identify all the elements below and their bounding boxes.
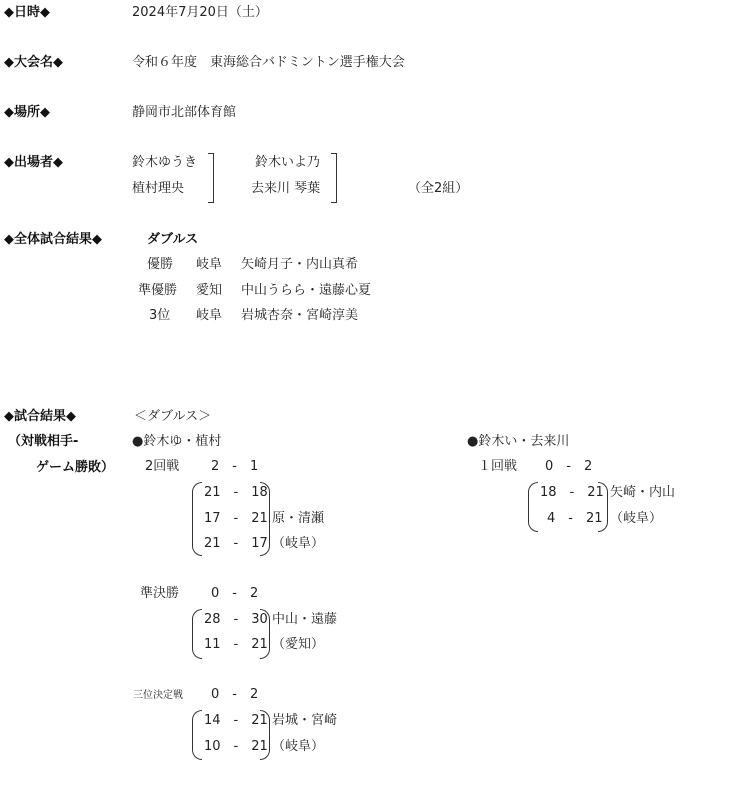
pair-a-m3-game1: 14 - 21 [204,713,268,728]
participants-total: （全2組） [408,181,469,196]
tournament-label: ◆大会名◆ [4,55,63,70]
participant-2b: 去来川 琴葉 [251,181,321,196]
pair-a-m3-game2: 10 - 21 [204,739,268,754]
pair-a-m2-paren-right [260,609,270,659]
overall-names-1: 矢崎月子・内山真希 [241,257,359,272]
pair-a-m1-score: 2 - 1 [211,459,259,474]
pair-a-m3-opponent: 岩城・宮崎 [272,713,338,728]
pair-a-m3-score: 0 - 2 [211,687,259,702]
pair-a-name: ●鈴木ゆ・植村 [132,434,222,449]
results-sublabel-1: （対戦相手- [8,434,79,449]
pair-a-m2-game1: 28 - 30 [204,612,268,627]
pair-b-m1-paren-left [528,482,538,532]
pair-a-m2-game2: 11 - 21 [204,637,268,652]
overall-event: ダブルス [147,232,199,247]
overall-pref-2: 愛知 [196,283,223,298]
overall-rank-3: 3位 [149,308,171,323]
pair-b-m1-game2: 4 - 21 [547,511,603,526]
participant-2a: 鈴木いよ乃 [255,155,321,170]
pair-a-m1-pref: （岐阜） [272,536,325,551]
pair-a-m3-round: 三位決定戦 [133,690,183,701]
pair-b-m1-opponent: 矢崎・内山 [610,485,676,500]
pair-a-m1-paren-right [260,482,270,556]
pair-a-m3-paren-right [260,710,270,760]
participants-label: ◆出場者◆ [4,155,63,170]
pair1-bracket [208,153,214,203]
date-label: ◆日時◆ [4,5,50,20]
pair-a-m1-game1: 21 - 18 [204,485,268,500]
overall-pref-3: 岐阜 [196,308,223,323]
pair-a-m2-pref: （愛知） [272,637,325,652]
pair-b-m1-round: １回戦 [478,459,518,474]
pair-a-m2-score: 0 - 2 [211,586,259,601]
pair-a-m1-game2: 17 - 21 [204,511,268,526]
overall-label: ◆全体試合結果◆ [4,232,102,247]
pair-a-m2-paren-left [192,609,202,659]
pair-a-m1-paren-left [192,482,202,556]
results-event: ＜ダブルス＞ [134,409,212,424]
pair-a-m1-opponent: 原・清瀬 [272,511,325,526]
date-value: 2024年7月20日（土） [132,5,268,20]
pair-a-m2-round: 準決勝 [140,586,180,601]
results-label: ◆試合結果◆ [4,409,76,424]
pair-b-m1-pref: （岐阜） [610,511,663,526]
pair-b-m1-paren-right [598,482,608,532]
pair-a-m2-opponent: 中山・遠藤 [272,612,338,627]
venue-label: ◆場所◆ [4,105,50,120]
pair-b-m1-score: 0 - 2 [545,459,593,474]
overall-names-2: 中山うらら・遠藤心夏 [241,283,372,298]
participant-1a: 鈴木ゆうき [132,155,198,170]
overall-pref-1: 岐阜 [196,257,223,272]
participant-1b: 植村理央 [132,181,185,196]
pair2-bracket [331,153,337,203]
pair-a-m1-round: 2回戦 [145,459,180,474]
pair-a-m1-game3: 21 - 17 [204,536,268,551]
results-sublabel-2: ゲーム勝敗） [36,460,115,475]
venue-value: 静岡市北部体育館 [132,105,237,120]
pair-a-m3-pref: （岐阜） [272,739,325,754]
overall-rank-2: 準優勝 [138,283,178,298]
overall-rank-1: 優勝 [147,257,174,272]
pair-a-m3-paren-left [192,710,202,760]
pair-b-m1-game1: 18 - 21 [540,485,604,500]
overall-names-3: 岩城杏奈・宮崎淳美 [241,308,359,323]
pair-b-name: ●鈴木い・去来川 [467,434,570,449]
tournament-value: 令和６年度 東海総合バドミントン選手権大会 [132,55,405,70]
